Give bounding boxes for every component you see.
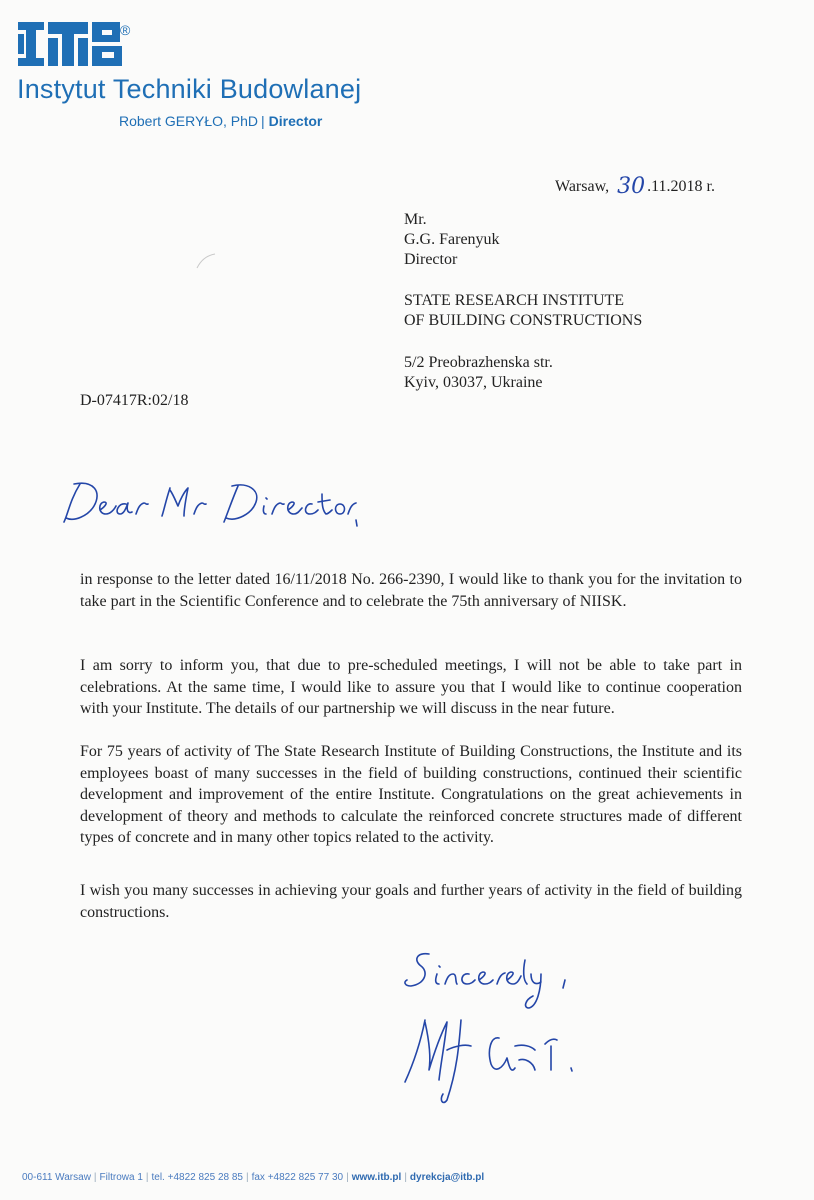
recipient-salutation: Mr. [404, 211, 427, 228]
recipient-org-line1: STATE RESEARCH INSTITUTE [404, 292, 625, 309]
director-separator: | [261, 113, 265, 129]
date-prefix: Warsaw, [555, 178, 610, 195]
footer-contact [22, 1172, 484, 1183]
letter-date [555, 172, 715, 197]
recipient-organization [404, 291, 642, 331]
director-name: Robert GERYŁO, PhD [119, 113, 259, 129]
footer-separator: | [93, 1172, 97, 1183]
registered-mark: ® [120, 22, 131, 38]
recipient-org-line2: OF BUILDING CONSTRUCTIONS [404, 312, 643, 329]
footer-separator: | [404, 1172, 407, 1183]
recipient-address-line1: 5/2 Preobrazhenska str. [404, 354, 553, 371]
footer-fax: fax +4822 825 77 30 [251, 1172, 344, 1183]
body-paragraph-1: in response to the letter dated 16/11/2018 No. 266-2390, I would like to thank you for the invitation to take part in the Scientific Conference and to celebrate the 75th anniversary of NIISK. [80, 571, 742, 610]
footer-tel: tel. +4822 825 28 85 [151, 1172, 243, 1183]
footer-address: 00-611 Warsaw [22, 1172, 91, 1183]
footer-street: Filtrowa 1 [99, 1172, 143, 1183]
body-paragraph-3: For 75 years of activity of The State Research Institute of Building Constructions, the Institute and its employees boast of many successes in the field of building constructions, continued their scientific development and improvement of the entire Institute. Congratulations on the great achievements in development of theory and methods to calculate the reinforced concrete structures made of different types of concrete and in many other topics related to the activity. [80, 743, 742, 846]
recipient-address-line2: Kyiv, 03037, Ukraine [404, 374, 543, 391]
date-suffix: .11.2018 r. [647, 178, 715, 195]
recipient-name: G.G. Farenyuk [404, 231, 500, 248]
reference-number: D-07417R:02/18 [80, 392, 189, 409]
body-paragraph-2: I am sorry to inform you, that due to pre-scheduled meetings, I will not be able to take part in celebrations. At the same time, I would like to assure you that I would like to continue cooperation with your Institute. The details of our partnership we will discuss in the near future. [80, 657, 742, 717]
paper-mark [195, 250, 225, 270]
body-paragraph-4: I wish you many successes in achieving your goals and further years of activity in the field of building constructions. [80, 882, 742, 921]
footer-separator: | [346, 1172, 349, 1183]
footer-separator: | [145, 1172, 149, 1183]
recipient-title: Director [404, 251, 458, 268]
director-line [119, 113, 322, 129]
recipient-address [404, 353, 553, 393]
itb-logo [18, 22, 130, 66]
signature-handwritten [395, 950, 595, 1105]
director-role: Director [268, 113, 323, 129]
footer-email-link[interactable]: dyrekcja@itb.pl [409, 1172, 485, 1183]
institute-name: Instytut Techniki Budowlanej [17, 74, 362, 104]
date-day-handwritten: 30 [617, 174, 646, 199]
recipient-block [404, 210, 500, 270]
footer-separator: | [245, 1172, 249, 1183]
footer-website-link[interactable]: www.itb.pl [351, 1172, 402, 1183]
greeting-handwritten [60, 470, 360, 530]
